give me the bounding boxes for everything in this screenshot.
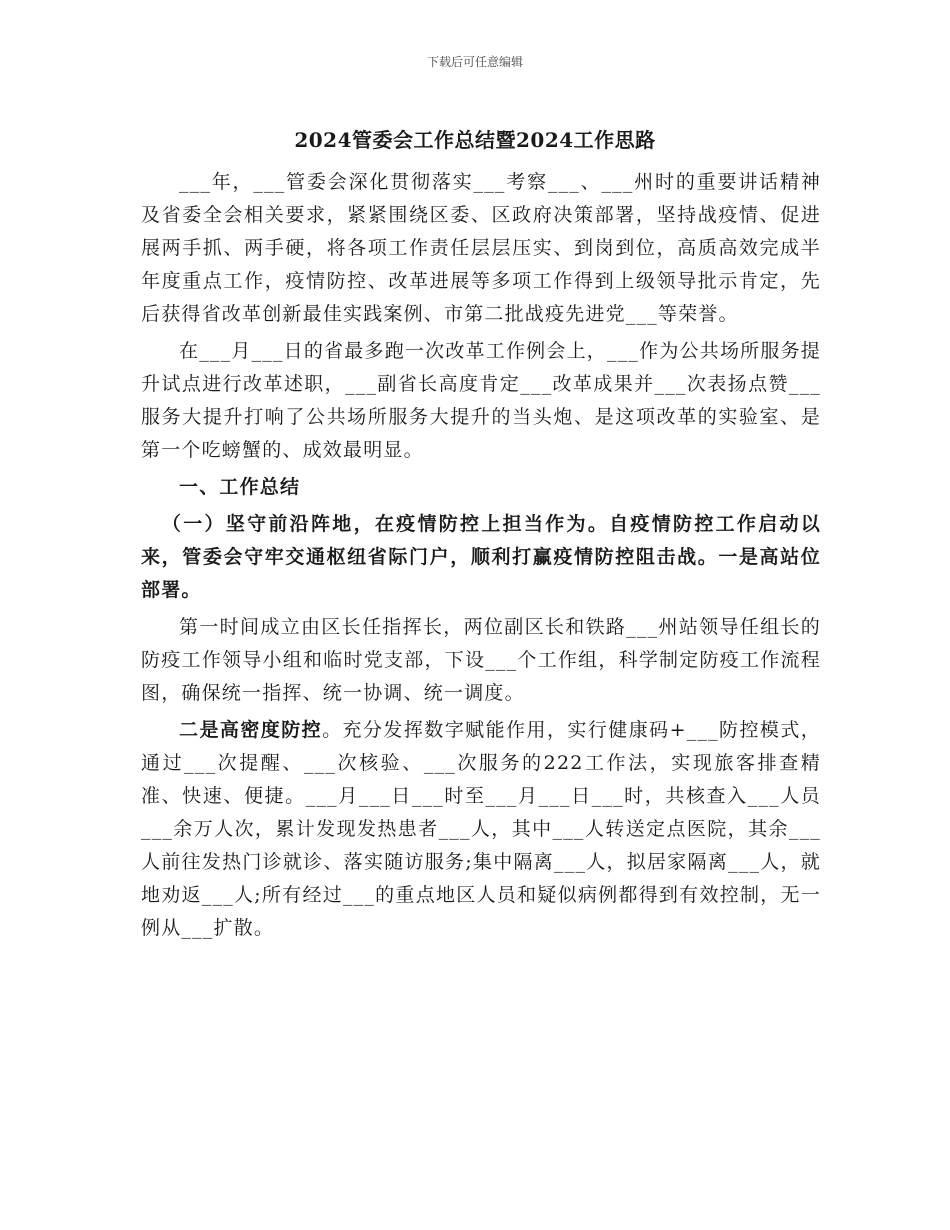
document-body <box>141 166 821 949</box>
paragraph-epidemic-frontline: （一）坚守前沿阵地，在疫情防控上担当作为。自疫情防控工作启动以来，管委会守牢交通枢纽省际门户，顺利打赢疫情防控阻击战。一是高站位部署。 <box>141 513 821 601</box>
paragraph-body-text: 。充分发挥数字赋能作用，实行健康码+___防控模式，通过___次提醒、___次核验、___次服务的222工作法，实现旅客排查精准、快速、便捷。___月___日___时至___月___日___时，共核查入___人员___余万人次，累计发现发热患者___人，其中___人转送定点医院，其余___人前往发热门诊就诊、落实随访服务;集中隔离___人，拟居家隔离___人，就地劝返___人;所有经过___的重点地区人员和疑似病例都得到有效控制，无一例从___扩散。 <box>141 719 822 939</box>
section-heading-work-summary: 一、工作总结 <box>179 476 301 498</box>
page-header: 下载后可任意编辑 <box>426 55 523 69</box>
paragraph-reform-report: 在___月___日的省最多跑一次改革工作例会上，___作为公共场所服务提升试点进行改革述职，___副省长高度肯定___改革成果并___次表扬点赞___服务大提升打响了公共场所服务大提升的当头炮、是这项改革的实验室、是第一个吃螃蟹的、成效最明显。 <box>141 340 821 461</box>
paragraph-command-setup: 第一时间成立由区长任指挥长，两位副区长和铁路___州站领导任组长的防疫工作领导小组和临时党支部，下设___个工作组，科学制定防疫工作流程图，确保统一指挥、统一协调、统一调度。 <box>141 616 821 704</box>
paragraph-intro: ___年，___管委会深化贯彻落实___考察___、___州时的重要讲话精神及省委全会相关要求，紧紧围绕区委、区政府决策部署，坚持战疫情、促进展两手抓、两手硬，将各项工作责任层层压实、到岗到位，高质高效完成半年度重点工作，疫情防控、改革进展等多项工作得到上级领导批示肯定，先后获得省改革创新最佳实践案例、市第二批战疫先进党___等荣誉。 <box>141 171 821 325</box>
paragraph-high-density-control <box>141 714 821 945</box>
document-title: 2024管委会工作总结暨2024工作思路 <box>294 128 656 152</box>
paragraph-lead-bold: 二是高密度防控 <box>179 719 323 741</box>
